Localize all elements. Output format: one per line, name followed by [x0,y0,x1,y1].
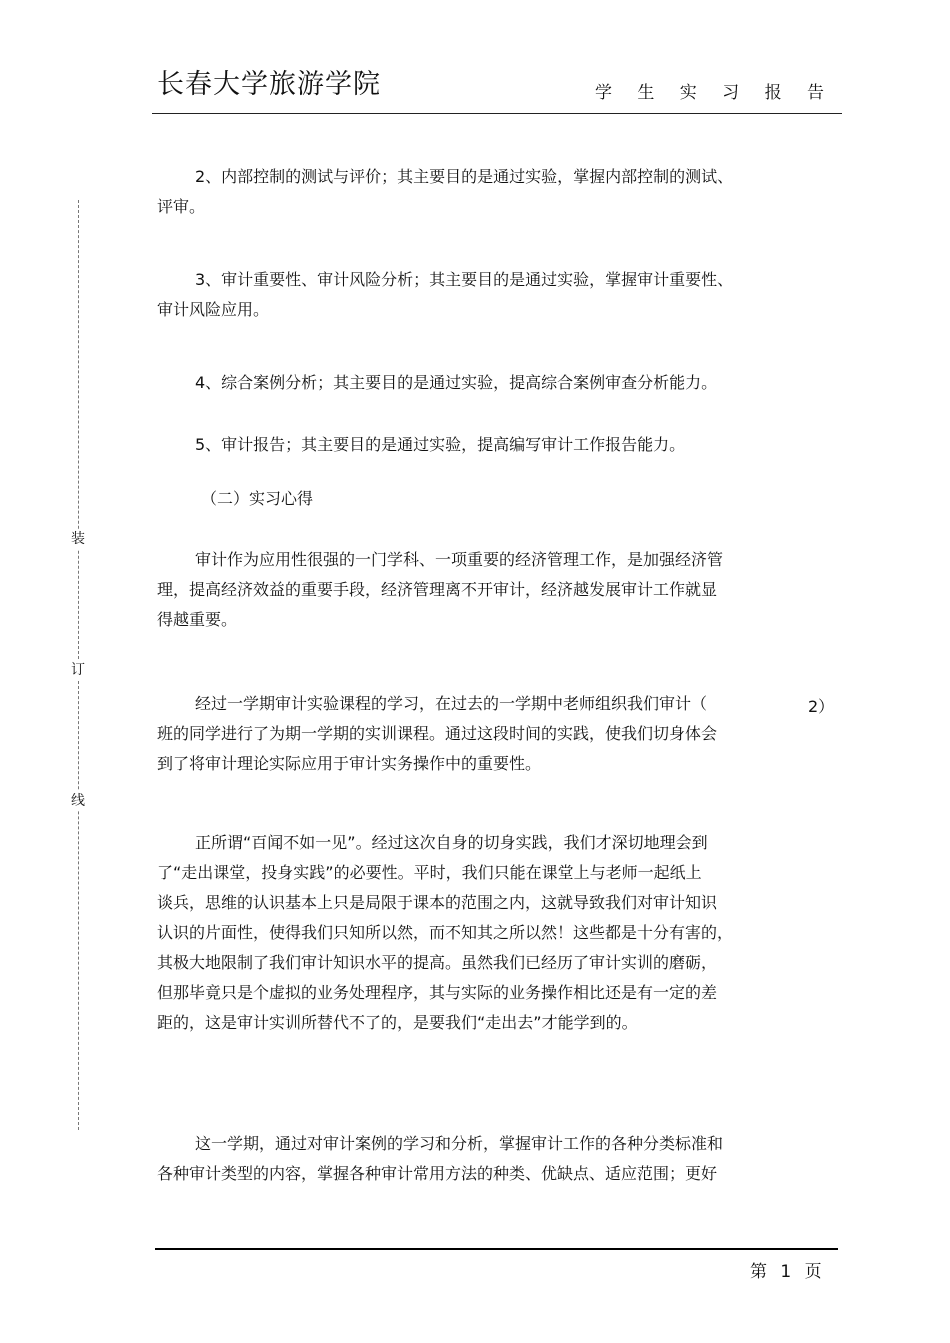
list-item-3 [157,265,789,325]
text-line: 班的同学进行了为期一学期的实训课程。通过这段时间的实践，使我们切身体会 [157,724,718,743]
section-title [157,484,789,514]
text-line: 评审。 [157,197,206,216]
paragraph-3 [157,828,789,1038]
text-line: 审计作为应用性很强的一门学科、一项重要的经济管理工作，是加强经济管 [195,550,724,569]
text-line: 其极大地限制了我们审计知识水平的提高。虽然我们已经历了审计实训的磨砺， [157,953,718,972]
binding-mark-zhuang: 装 [71,531,85,547]
section-heading: （二）实习心得 [201,489,314,508]
binding-mark-ding: 订 [71,662,85,678]
text-line: 4、综合案例分析；其主要目的是通过实验，提高综合案例审查分析能力。 [195,373,718,392]
text-line: 理，提高经济效益的重要手段，经济管理离不开审计，经济越发展审计工作就显 [157,580,718,599]
header-rule [152,113,842,114]
text-line: 审计风险应用。 [157,300,270,319]
header-school-name: 长春大学旅游学院 [157,69,381,100]
text-line: 2、内部控制的测试与评价；其主要目的是通过实验，掌握内部控制的测试、 [195,167,734,186]
list-item-2 [157,162,789,222]
text-line: 正所谓“百闻不如一见”。经过这次自身的切身实践，我们才深切地理会到 [195,833,708,852]
text-line: 认识的片面性，使得我们只知所以然，而不知其之所以然！这些都是十分有害的， [157,923,734,942]
page-number: 第 1 页 [750,1262,822,1282]
text-line: 3、审计重要性、审计风险分析；其主要目的是通过实验，掌握审计重要性、 [195,270,734,289]
binding-mark-xian: 线 [71,793,85,809]
text-line: 5、审计报告；其主要目的是通过实验，提高编写审计工作报告能力。 [195,435,686,454]
text-line: 到了将审计理论实际应用于审计实务操作中的重要性。 [157,754,542,773]
paragraph-2 [157,689,789,779]
list-item-4 [157,368,789,398]
text-line: 得越重要。 [157,610,238,629]
footer-rule [155,1248,838,1250]
text-line: 谈兵，思维的认识基本上只是局限于课本的范围之内，这就导致我们对审计知识 [157,893,718,912]
text-line: 经过一学期审计实验课程的学习，在过去的一学期中老师组织我们审计（ [195,694,708,713]
text-line: 各种审计类型的内容，掌握各种审计常用方法的种类、优缺点、适应范围；更好 [157,1164,718,1183]
paragraph-4 [157,1129,789,1189]
text-line: 但那毕竟只是个虚拟的业务处理程序，其与实际的业务操作相比还是有一定的差 [157,983,718,1002]
text-line: 这一学期，通过对审计案例的学习和分析，掌握审计工作的各种分类标准和 [195,1134,724,1153]
class-number-note: 2） [808,697,835,716]
text-line: 距的，这是审计实训所替代不了的，是要我们“走出去”才能学到的。 [157,1013,638,1032]
list-item-5 [157,430,789,460]
header-report-type: 学 生 实 习 报 告 [594,83,834,103]
paragraph-1 [157,545,789,635]
text-line: 了“走出课堂，投身实践”的必要性。平时，我们只能在课堂上与老师一起纸上 [157,863,702,882]
